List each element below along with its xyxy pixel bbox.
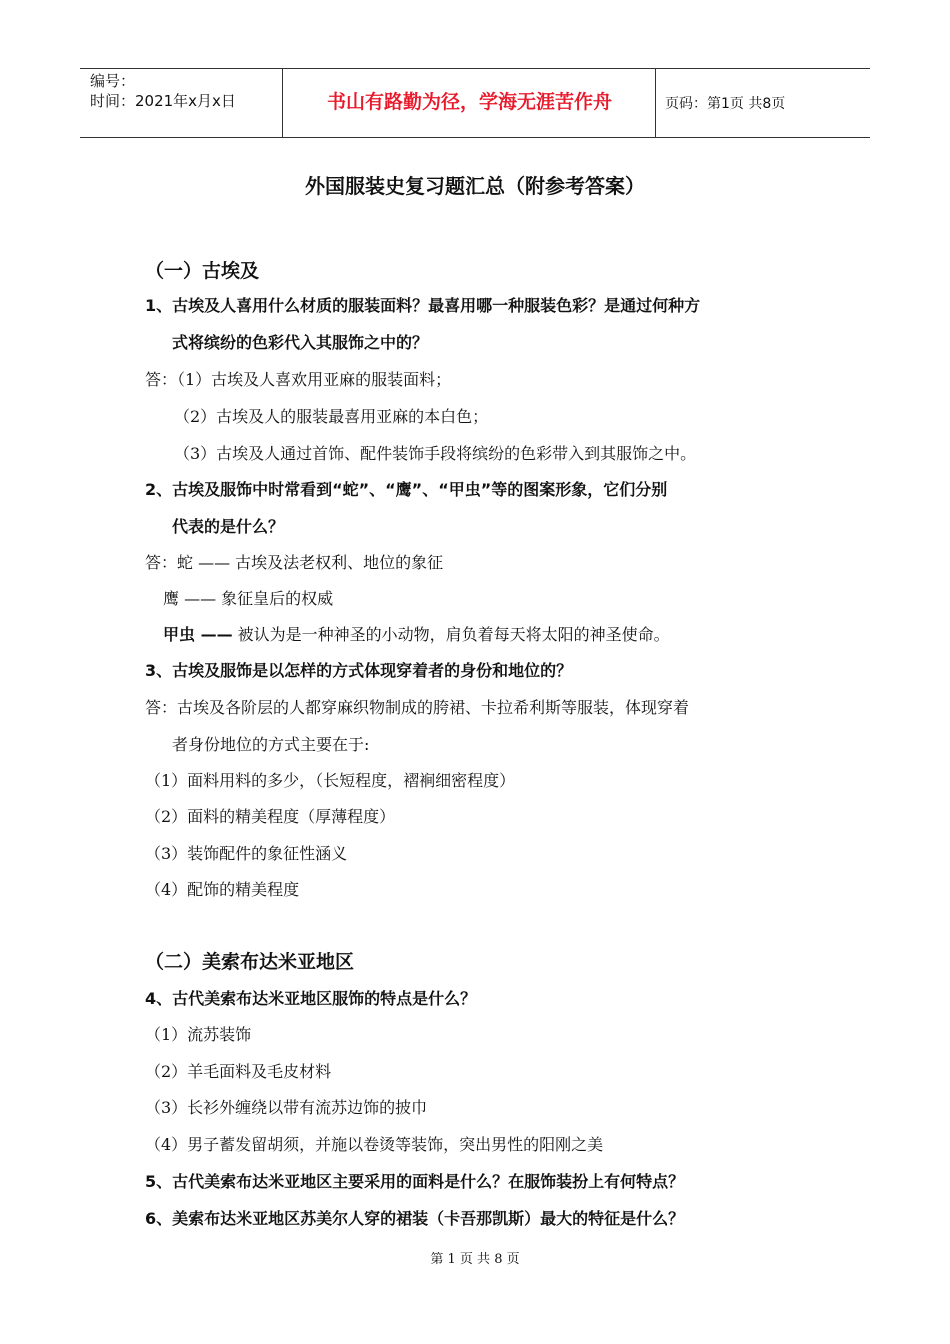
list-item: （3）长衫外缠绕以带有流苏边饰的披巾 <box>145 1098 428 1117</box>
answer-definition: 被认为是一种神圣的小动物，肩负着每天将太阳的神圣使命。 <box>232 625 670 644</box>
question-text: 式将缤纷的色彩代入其服饰之中的？ <box>172 333 429 352</box>
list-item: （4）男子蓄发留胡须，并施以卷烫等装饰，突出男性的阳刚之美 <box>145 1135 604 1154</box>
list-item: （3）装饰配件的象征性涵义 <box>145 844 348 863</box>
answer-text: 答：（1）古埃及人喜欢用亚麻的服装面料； <box>145 370 452 389</box>
answer-text <box>163 622 670 645</box>
question-text: 5、古代美索布达米亚地区主要采用的面料是什么？在服饰装扮上有何特点？ <box>145 1172 685 1191</box>
answer-text: 者身份地位的方式主要在于: <box>172 735 370 754</box>
list-item: （2）羊毛面料及毛皮材料 <box>145 1062 332 1081</box>
section-heading: （二）美索布达米亚地区 <box>145 951 355 973</box>
section-heading: （一）古埃及 <box>145 260 260 282</box>
header-divider <box>282 69 283 137</box>
answer-text: （3）古埃及人通过首饰、配件装饰手段将缤纷的色彩带入到其服饰之中。 <box>174 444 697 463</box>
answer-text: 鹰 —— 象征皇后的权威 <box>163 589 334 608</box>
header-meta <box>90 71 236 111</box>
question-text: 3、古埃及服饰是以怎样的方式体现穿着者的身份和地位的？ <box>145 661 573 680</box>
header-motto: 书山有路勤为径，学海无涯苦作舟 <box>326 91 612 113</box>
number-label: 编号： <box>90 72 136 90</box>
list-item: （1）面料用料的多少，（长短程度，褶裥细密程度） <box>145 771 516 790</box>
question-text: 代表的是什么？ <box>172 517 285 536</box>
answer-text: 答：蛇 —— 古埃及法老权利、地位的象征 <box>145 553 444 572</box>
time-label: 时间：2021年x月x日 <box>90 92 236 110</box>
list-item: （2）面料的精美程度（厚薄程度） <box>145 807 396 826</box>
answer-text: （2）古埃及人的服装最喜用亚麻的本白色； <box>174 407 489 426</box>
answer-term: 甲虫 —— <box>163 625 233 644</box>
question-text: 4、古代美索布达米亚地区服饰的特点是什么？ <box>145 989 477 1008</box>
question-text: 1、古埃及人喜用什么材质的服装面料？最喜用哪一种服装色彩？是通过何种方 <box>145 296 701 315</box>
header-divider <box>655 69 656 137</box>
question-text: 2、古埃及服饰中时常看到“蛇”、“鹰”、“甲虫”等的图案形象，它们分别 <box>145 480 668 499</box>
answer-text: 答：古埃及各阶层的人都穿麻织物制成的胯裙、卡拉希利斯等服装，体现穿着 <box>145 698 690 717</box>
question-text: 6、美索布达米亚地区苏美尔人穿的裙装（卡吾那凯斯）最大的特征是什么？ <box>145 1209 685 1228</box>
list-item: （4）配饰的精美程度 <box>145 880 300 899</box>
document-title: 外国服装史复习题汇总（附参考答案） <box>305 174 645 198</box>
document-header <box>80 68 870 138</box>
page-footer: 第 1 页 共 8 页 <box>430 1252 520 1267</box>
list-item: （1）流苏装饰 <box>145 1025 252 1044</box>
header-page-info: 页码：第1页 共8页 <box>665 96 786 112</box>
